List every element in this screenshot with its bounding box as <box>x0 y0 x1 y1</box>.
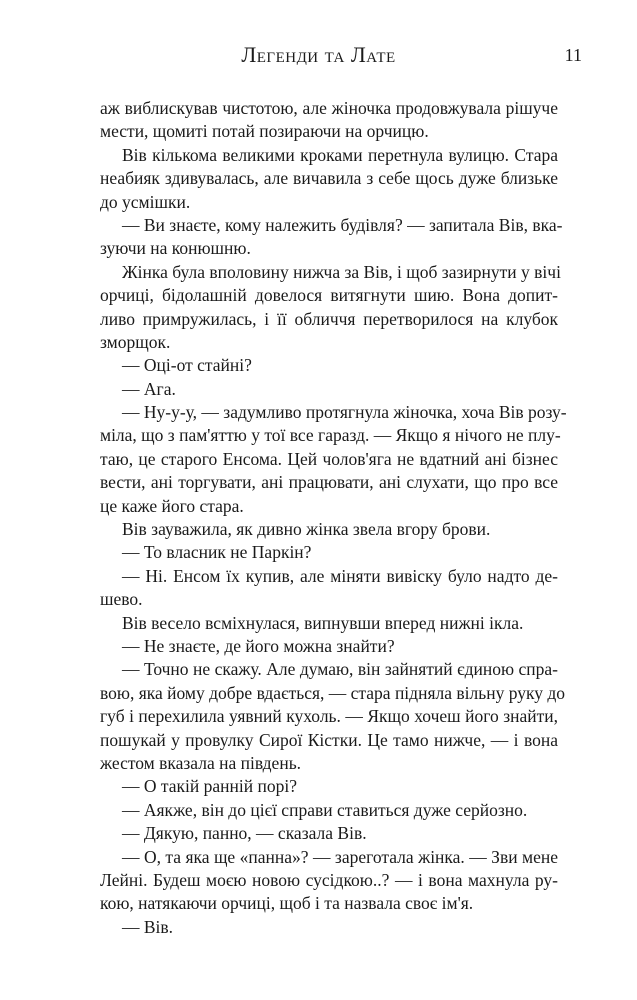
text-line: Жінка була вполовину нижча за Вів, і щоб зазирнути у вічі <box>122 261 561 282</box>
paragraph <box>100 378 558 401</box>
paragraph <box>100 541 558 564</box>
text-line: — Ні. Енсом їх купив, але міняти вивіску було надто де- <box>122 565 558 586</box>
paragraph <box>100 916 558 939</box>
body-text <box>100 97 567 939</box>
paragraph <box>100 635 558 658</box>
text-line: — Вів. <box>122 916 174 937</box>
text-line: це каже його стара. <box>100 495 244 516</box>
paragraph <box>100 822 558 845</box>
paragraph <box>100 518 558 541</box>
text-line: — О такій ранній порі? <box>122 776 297 797</box>
text-line: аж виблискував чистотою, але жіночка продовжувала рішуче <box>100 98 558 118</box>
text-line: орчиці, бідолашній довелося витягнути шию. Вона допит- <box>100 285 558 306</box>
text-line: таю, це старого Енсома. Цей чолов'яга не вдатний ані бізнес <box>100 448 558 469</box>
paragraph <box>100 401 567 518</box>
text-line: ливо примружилась, і її обличчя перетворилося на клубок <box>100 308 558 329</box>
text-line: вести, ані торгувати, ані працювати, ані слухати, що про все <box>100 472 558 493</box>
paragraph <box>100 799 558 822</box>
paragraph <box>100 261 561 355</box>
text-line: жестом вказала на південь. <box>100 752 302 773</box>
text-line: губ і перехилила уявний кухоль. — Якщо хочеш його знайти, <box>100 706 558 727</box>
paragraph <box>100 612 558 635</box>
text-line: — Не знаєте, де його можна знайти? <box>122 635 395 656</box>
paragraph <box>100 144 558 214</box>
paragraph <box>100 846 558 916</box>
text-line: вою, яка йому добре вдається, — стара підняла вільну руку до <box>100 682 565 703</box>
text-line: — Оці-от стайні? <box>122 355 252 376</box>
page-number: 11 <box>564 45 582 65</box>
text-line: Лейні. Будеш моєю новою сусідкою..? — і вона махнула ру- <box>100 869 558 890</box>
text-line: — Дякую, панно, — сказала Вів. <box>122 823 367 844</box>
text-line: кою, натякаючи орчиці, щоб і та назвала своє ім'я. <box>100 893 474 914</box>
text-line: зуючи на конюшню. <box>100 238 251 259</box>
text-line: — Аякже, він до цієї справи ставиться дуже серйозно. <box>122 799 528 820</box>
running-header <box>0 42 637 72</box>
paragraph <box>100 565 558 612</box>
text-line: пошукай у провулку Сирої Кістки. Це тамо нижче, — і вона <box>100 729 558 750</box>
text-line: Вів весело всміхнулася, випнувши вперед нижні ікла. <box>122 612 524 633</box>
text-line: — Ну-у-у, — задумливо протягнула жіночка, хоча Вів розу- <box>122 402 567 423</box>
text-line: неабияк здивувалась, але вичавила з себе щось дуже близьке <box>100 168 558 189</box>
text-line: Вів кількома великими кроками перетнула вулицю. Стара <box>122 144 558 165</box>
text-line: до усмішки. <box>100 191 191 212</box>
text-line: мести, щомиті потай позираючи на орчицю. <box>100 121 429 142</box>
text-line: — Ви знаєте, кому належить будівля? — запитала Вів, вка- <box>122 214 563 235</box>
text-line: Вів зауважила, як дивно жінка звела вгору брови. <box>122 519 491 540</box>
paragraph <box>100 658 565 775</box>
text-line: — Точно не скажу. Але думаю, він зайнятий єдиною спра- <box>122 659 558 680</box>
text-line: міла, що з пам'яттю у тої все гаразд. — Якщо я нічого не плу- <box>100 425 561 446</box>
paragraph <box>100 97 558 144</box>
paragraph <box>100 775 558 798</box>
text-line: шево. <box>100 589 143 610</box>
text-line: — Ага. <box>122 378 176 399</box>
text-line: — О, та яка ще «панна»? — зареготала жінка. — Зви мене <box>122 846 558 867</box>
book-title: Легенди та Лате <box>241 42 396 67</box>
text-line: — То власник не Паркін? <box>122 542 312 563</box>
paragraph <box>100 214 563 261</box>
text-line: зморщок. <box>100 331 171 352</box>
paragraph <box>100 354 558 377</box>
